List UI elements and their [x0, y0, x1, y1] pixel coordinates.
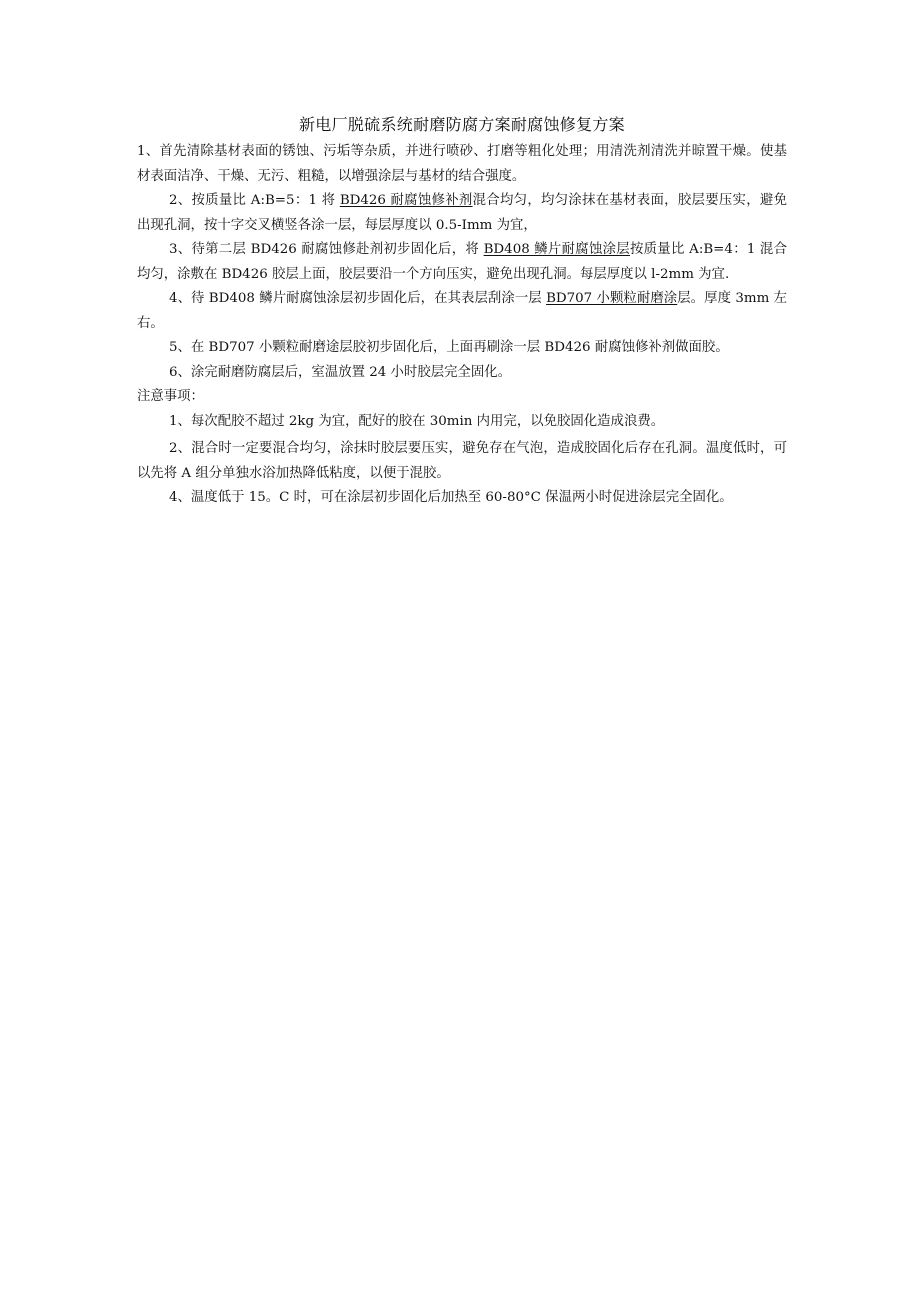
step-6-paragraph: 6、涂完耐磨防腐层后，室温放置 24 小时胶层完全固化。: [169, 364, 512, 380]
step-2-text-pre: 2、按质量比 A:B=5：1 将: [169, 193, 340, 208]
step-5-paragraph: 5、在 BD707 小颗粒耐磨途层胶初步固化后，上面再刷涂一层 BD426 耐腐蚀修补剂做面胶。: [169, 340, 729, 355]
note-1-paragraph: 1、每次配胶不超过 2kg 为宜，配好的胶在 30min 内用完，以免胶固化造成浪费。: [169, 413, 665, 429]
step-3-paragraph: [137, 238, 787, 287]
step-4-paragraph: [137, 287, 787, 336]
bd408-product-link[interactable]: BD408 鳞片耐腐蚀涂层: [483, 242, 630, 257]
note-4-paragraph: 4、温度低于 15。C 时，可在涂层初步固化后加热至 60-80°C 保温两小时促进涂层完全固化。: [169, 490, 733, 505]
document-title: 新电厂脱硫系统耐磨防腐方案耐腐蚀修复方案: [298, 115, 625, 134]
step-4-text-pre: 4、待 BD408 鳞片耐腐蚀涂层初步固化后，在其表层刮涂一层: [169, 291, 547, 306]
step-2-text-post: 混合均匀，均匀涂抹在基材表面，胶层要压实，避免出现孔洞，按十字交叉横竖各涂一层，每层厚度以 0.5-Imm 为宜，: [137, 193, 787, 233]
note-2-paragraph: 2、混合时一定要混合均匀，涂抹时胶层要压实，避免存在气泡，造成胶固化后存在孔洞。温度低时，可以先将 A 组分单独水浴加热降低粘度，以便于混胶。: [137, 441, 787, 481]
document-page: [137, 112, 787, 511]
step-4-text-post: 层。厚度 3mm 左右。: [137, 291, 787, 331]
bd426-product-link[interactable]: BD426 耐腐蚀修补剂: [339, 193, 473, 208]
step-1-paragraph: 1、首先清除基材表面的锈蚀、污垢等杂质，并进行喷砂、打磨等粗化处理；用清洗剂清洗并晾置干燥。使基材表面洁净、干燥、无污、粗糙，以增强涂层与基材的结合强度。: [137, 144, 787, 184]
notes-heading: 注意事项：: [137, 389, 204, 404]
step-2-paragraph: [137, 189, 787, 238]
step-3-text-pre: 3、待第二层 BD426 耐腐蚀修赴剂初步固化后，将: [169, 242, 484, 257]
step-3-text-post: 按质量比 A:B=4：1 混合均匀，涂敷在 BD426 胶层上面，胶层要沿一个方向压实，避免出现孔洞。每层厚度以 l-2mm 为宜.: [137, 242, 787, 282]
bd707-product-link[interactable]: BD707 小颗粒耐磨涂: [546, 291, 678, 306]
